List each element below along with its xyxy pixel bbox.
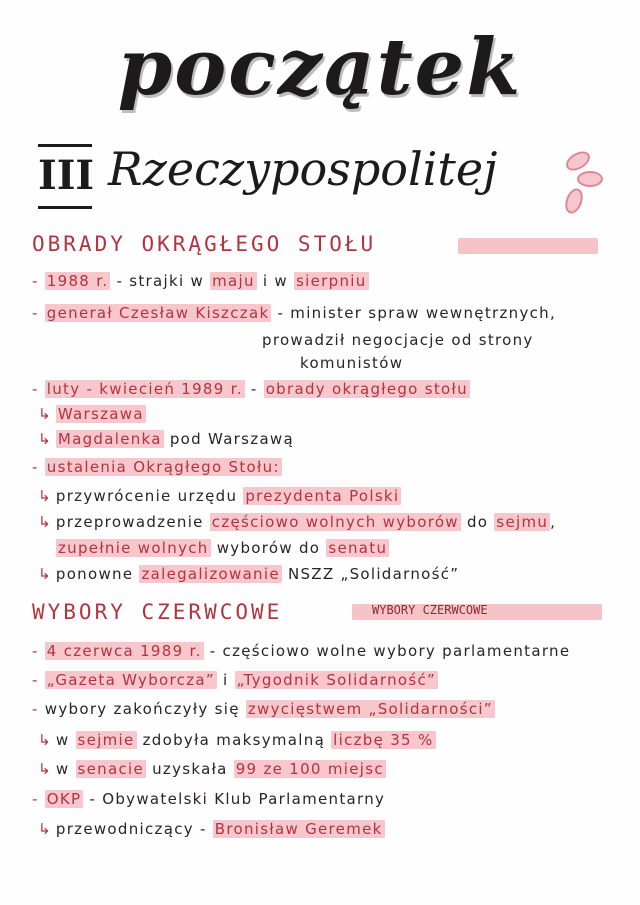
roman-numeral-text: III — [38, 152, 95, 199]
subtitle-text: Rzeczypospolitej — [108, 142, 498, 196]
list-item-continuation: prowadził negocjacje od strony — [262, 331, 534, 349]
subtitle — [38, 140, 598, 220]
list-item: - ustalenia Okrągłego Stołu: — [32, 458, 280, 476]
section-heading: OBRADY OKRĄGŁEGO STOŁU — [32, 232, 377, 256]
roman-numeral — [38, 144, 95, 208]
list-item: - wybory zakończyły się zwycięstwem „Solidarności” — [32, 700, 493, 718]
list-item: - 1988 r. - strajki w maju i w sierpniu — [32, 272, 367, 290]
sub-item: ↳ Magdalenka pod Warszawą — [38, 430, 294, 448]
list-item: - luty - kwiecień 1989 r. - obrady okrągłego stołu — [32, 380, 468, 398]
arrow-bullet-icon: ↳ — [38, 820, 52, 838]
section-heading: WYBORY CZERWCOWE — [32, 600, 283, 624]
arrow-bullet-icon: ↳ — [38, 487, 52, 505]
sub-item: ↳ w senacie uzyskała 99 ze 100 miejsc — [38, 760, 384, 778]
sub-item: ↳ przeprowadzenie częściowo wolnych wyborów do sejmu , — [38, 513, 557, 531]
petal-doodle-icon — [560, 148, 610, 218]
sub-item: ↳ ponowne zalegalizowanie NSZZ „Solidarność” — [38, 565, 460, 583]
list-item: - „Gazeta Wyborcza” i „Tygodnik Solidarność” — [32, 671, 437, 689]
page-title: początek — [117, 22, 523, 113]
list-item: - OKP - Obywatelski Klub Parlamentarny — [32, 790, 386, 808]
underline — [38, 206, 92, 209]
arrow-bullet-icon: ↳ — [38, 405, 52, 423]
arrow-bullet-icon: ↳ — [38, 760, 52, 778]
list-item: - generał Czesław Kiszczak - minister spraw wewnętrznych, — [32, 304, 557, 322]
list-item: - 4 czerwca 1989 r. - częściowo wolne wybory parlamentarne — [32, 642, 571, 660]
sub-item: ↳ przywrócenie urzędu prezydenta Polski — [38, 487, 400, 505]
arrow-bullet-icon: ↳ — [38, 731, 52, 749]
sub-item: ↳ przewodniczący - Bronisław Geremek — [38, 820, 383, 838]
heading-banner-text: WYBORY CZERWCOWE — [372, 603, 488, 617]
sub-item: ↳ Warszawa — [38, 405, 144, 423]
arrow-bullet-icon: ↳ — [38, 513, 52, 531]
sub-item: ↳ w sejmie zdobyła maksymalną liczbę 35 % — [38, 731, 434, 749]
heading-highlight — [458, 238, 598, 254]
heading-banner — [352, 604, 602, 620]
arrow-bullet-icon: ↳ — [38, 430, 52, 448]
overline — [38, 144, 92, 147]
list-item-continuation: komunistów — [300, 354, 404, 372]
sub-item-continuation: zupełnie wolnych wyborów do senatu — [58, 539, 388, 557]
arrow-bullet-icon: ↳ — [38, 565, 52, 583]
